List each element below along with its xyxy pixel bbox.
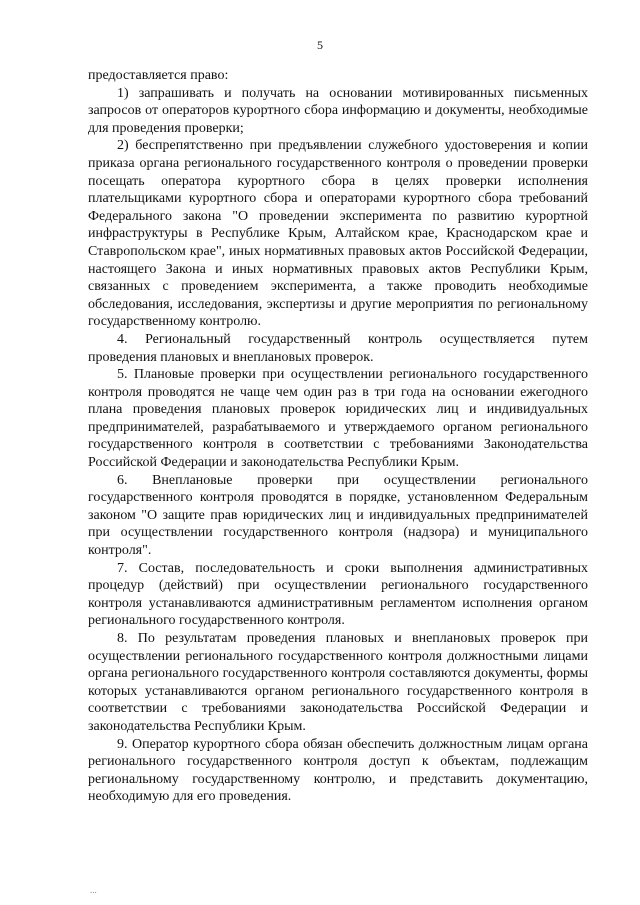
paragraph-section-5: 5. Плановые проверки при осуществлении регионального государственного контроля проводятся не чаще чем один раз в три года на основании ежегодного плана проведения плановых проверок юридических лиц и индивидуальных предпринимателей, разрабатываемого и утверждаемого органом регионального государственного контроля в соответствии с требованиями Законодательства Российской Федерации и законодательства Республики Крым. bbox=[88, 367, 588, 471]
paragraph-item-2: 2) беспрепятственно при предъявлении служебного удостоверения и копии приказа органа регионального государственного контроля о проведении проверки посещать оператора курортного сбора в целях проверки исполнения плательщиками курортного сбора и операторами курортного сбора требований Федерального закона "О проведении эксперимента по развитию курортной инфраструктуры в Республике Крым, Алтайском крае, Краснодарском крае и Ставропольском крае", иных нормативных правовых актов Российской Федерации, настоящего Закона и иных нормативных правовых актов Республики Крым, связанных с проведением эксперимента, а также проводить необходимые обследования, исследования, экспертизы и другие мероприятия по региональному государственному контролю. bbox=[88, 138, 588, 330]
paragraph-section-7: 7. Состав, последовательность и сроки выполнения административных процедур (действий) при осуществлении регионального государственного контроля устанавливаются административным регламентом исполнения органом регионального государственного контроля. bbox=[88, 560, 588, 629]
paragraph-section-8: 8. По результатам проведения плановых и внеплановых проверок при осуществлении регионального государственного контроля должностными лицами органа регионального государственного контроля составляются документы, формы которых устанавливаются органом регионального государственного контроля в соответствии с требованиями законодательства Российской Федерации и законодательства Республики Крым. bbox=[88, 631, 588, 734]
paragraph-section-6: 6. Внеплановые проверки при осуществлении регионального государственного контроля проводятся в порядке, установленном Федеральным законом "О защите прав юридических лиц и индивидуальных предпринимателей при осуществлении государственного контроля (надзора) и муниципального контроля". bbox=[88, 472, 588, 559]
paragraph-item-1: 1) запрашивать и получать на основании мотивированных письменных запросов от операторов курортного сбора информацию и документы, необходимые для проведения проверки; bbox=[88, 85, 588, 136]
document-body bbox=[88, 67, 588, 806]
paragraph-section-4: 4. Региональный государственный контроль осуществляется путем проведения плановых и внеплановых проверок. bbox=[88, 331, 588, 365]
page-number: 5 bbox=[317, 38, 323, 52]
paragraph-section-9: 9. Оператор курортного сбора обязан обеспечить должностным лицам органа регионального государственного контроля доступ к объектам, подлежащим региональному государственному контролю, и представить документацию, необходимую для его проведения. bbox=[88, 736, 588, 805]
scan-footer-mark: ... bbox=[90, 885, 97, 895]
paragraph-intro: предоставляется право: bbox=[88, 68, 229, 83]
